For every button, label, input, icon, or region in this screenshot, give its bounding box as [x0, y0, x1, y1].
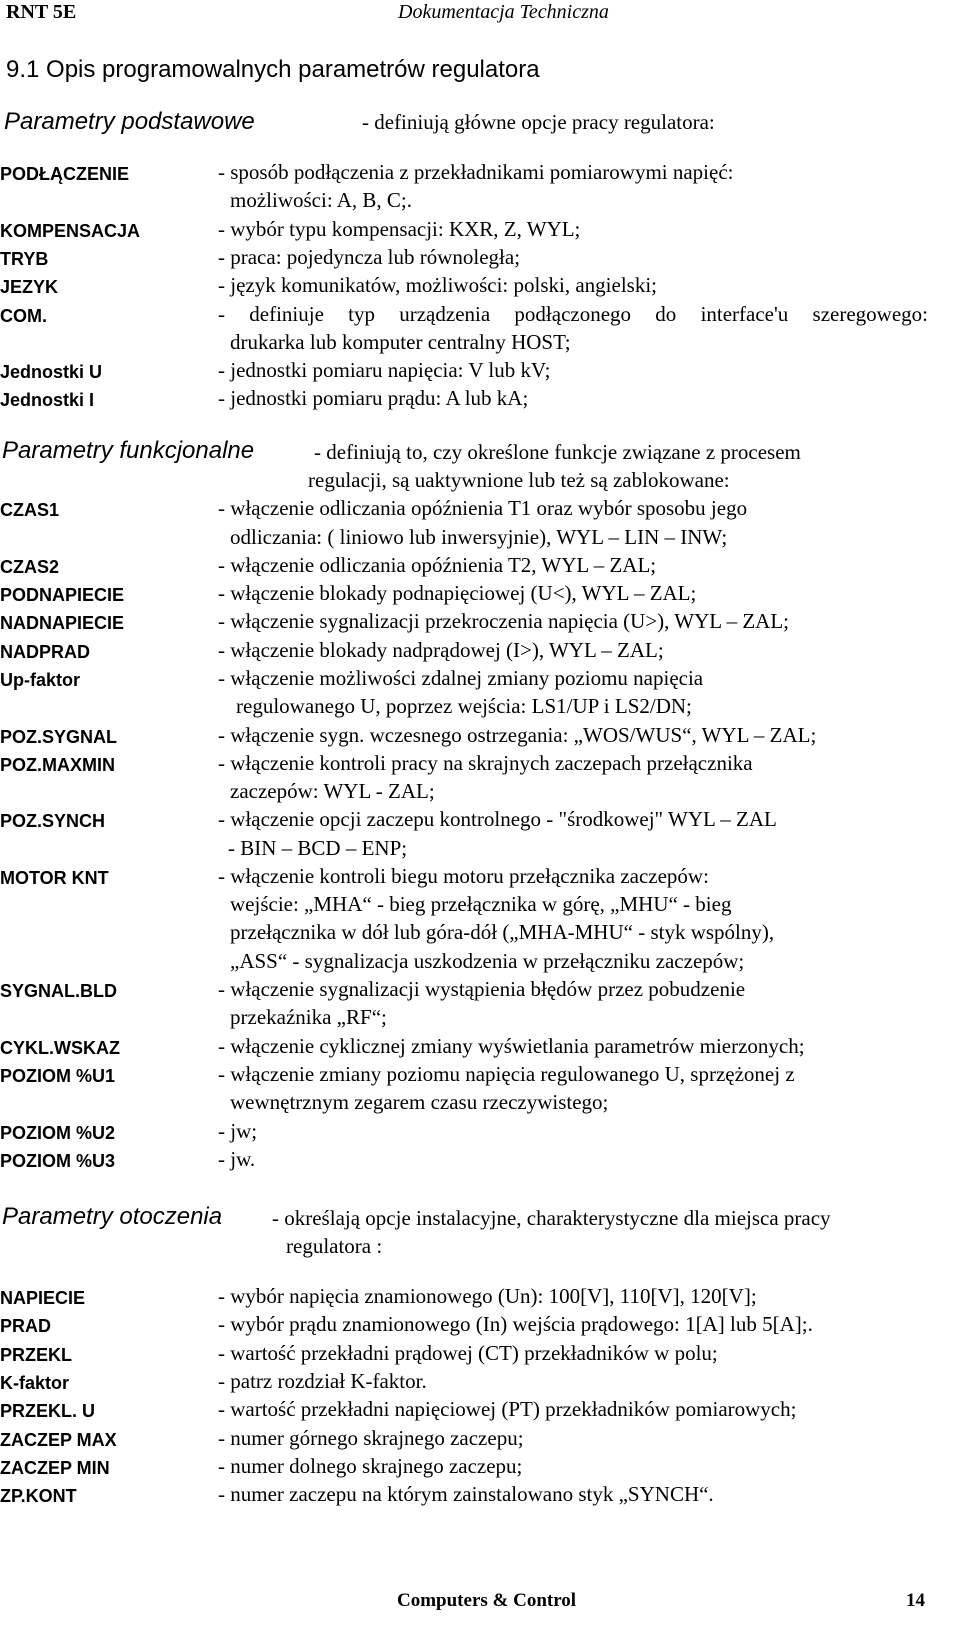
- param-desc: przekaźnika „RF“;: [230, 1005, 387, 1029]
- param-label: PRZEKL. U: [0, 1401, 96, 1421]
- section-functional-desc: - definiują to, czy określone funkcje związane z procesem: [314, 440, 801, 464]
- section-environment-desc: regulatora :: [286, 1234, 383, 1258]
- param-label: SYGNAL.BLD: [0, 981, 117, 1001]
- param-desc: - jw.: [218, 1147, 256, 1171]
- param-desc: - jednostki pomiaru napięcia: V lub kV;: [218, 358, 551, 382]
- param-desc: - wybór prądu znamionowego (In) wejścia prądowego: 1[A] lub 5[A];.: [218, 1312, 813, 1336]
- param-desc: odliczania: ( liniowo lub inwersyjnie), WYL – LIN – INW;: [230, 525, 728, 549]
- section-functional-title: Parametry funkcjonalne: [2, 437, 255, 464]
- param-desc: - wartość przekładni napięciowej (PT) przekładników pomiarowych;: [218, 1397, 797, 1421]
- param-desc: - praca: pojedyncza lub równoległa;: [218, 245, 521, 269]
- section-environment-title: Parametry otoczenia: [2, 1203, 223, 1230]
- page-title: 9.1 Opis programowalnych parametrów regulatora: [6, 56, 540, 83]
- param-desc: - włączenie sygnalizacji przekroczenia napięcia (U>), WYL – ZAL;: [218, 609, 789, 633]
- param-desc: - włączenie sygnalizacji wystąpienia błędów przez pobudzenie: [218, 977, 746, 1001]
- param-desc: - jw;: [218, 1119, 258, 1143]
- param-label: POZ.MAXMIN: [0, 755, 115, 775]
- param-desc: zaczepów: WYL - ZAL;: [230, 779, 435, 803]
- param-desc: możliwości: A, B, C;.: [230, 188, 413, 212]
- param-label: NADPRAD: [0, 642, 90, 662]
- param-label: PRAD: [0, 1316, 52, 1336]
- param-desc: - sposób podłączenia z przekładnikami pomiarowymi napięć:: [218, 160, 734, 184]
- param-desc: - włączenie blokady nadprądowej (I>), WYL – ZAL;: [218, 638, 664, 662]
- param-desc: - definiuje typ urządzenia podłączonego do interface'u szeregowego:: [218, 302, 928, 326]
- param-desc: - włączenie cyklicznej zmiany wyświetlania parametrów mierzonych;: [218, 1034, 805, 1058]
- param-label: ZACZEP MAX: [0, 1430, 117, 1450]
- param-desc: - włączenie blokady podnapięciowej (U<), WYL – ZAL;: [218, 581, 697, 605]
- param-desc: - włączenie zmiany poziomu napięcia regulowanego U, sprzężonej z: [218, 1062, 795, 1086]
- param-label: COM.: [0, 306, 47, 326]
- param-label: PODNAPIECIE: [0, 585, 125, 605]
- param-desc: regulowanego U, poprzez wejścia: LS1/UP i LS2/DN;: [236, 694, 692, 718]
- section-basic-desc: - definiują główne opcje pracy regulatora:: [362, 110, 715, 134]
- param-label: POZIOM %U3: [0, 1151, 116, 1171]
- param-desc: wewnętrznym zegarem czasu rzeczywistego;: [230, 1090, 609, 1114]
- param-label: MOTOR KNT: [0, 868, 109, 888]
- header-product: RNT 5E: [6, 1, 77, 23]
- param-label: NAPIECIE: [0, 1288, 86, 1308]
- param-label: POZIOM %U2: [0, 1123, 116, 1143]
- param-label: PRZEKL: [0, 1345, 72, 1365]
- param-desc: - BIN – BCD – ENP;: [228, 836, 408, 860]
- param-label: ZP.KONT: [0, 1486, 77, 1506]
- footer-company: Computers & Control: [397, 1590, 577, 1611]
- param-label: POZ.SYGNAL: [0, 727, 118, 747]
- param-label: CYKL.WSKAZ: [0, 1038, 120, 1058]
- param-label: ZACZEP MIN: [0, 1458, 110, 1478]
- param-desc: - włączenie kontroli biegu motoru przełącznika zaczepów:: [218, 864, 709, 888]
- param-desc: - włączenie opcji zaczepu kontrolnego - "środkowej" WYL – ZAL: [218, 807, 777, 831]
- param-desc: - jednostki pomiaru prądu: A lub kA;: [218, 386, 529, 410]
- param-label: K-faktor: [0, 1373, 70, 1393]
- param-label: CZAS2: [0, 557, 60, 577]
- param-label: JEZYK: [0, 277, 59, 297]
- param-desc: - włączenie odliczania opóźnienia T2, WYL – ZAL;: [218, 553, 657, 577]
- param-desc: - włączenie odliczania opóźnienia T1 oraz wybór sposobu jego: [218, 496, 748, 520]
- param-label: PODŁĄCZENIE: [0, 164, 130, 184]
- param-desc: - włączenie sygn. wczesnego ostrzegania: „WOS/WUS“, WYL – ZAL;: [218, 723, 817, 747]
- section-environment-desc: - określają opcje instalacyjne, charakterystyczne dla miejsca pracy: [272, 1206, 831, 1230]
- param-desc: wejście: „MHA“ - bieg przełącznika w górę, „MHU“ - bieg: [230, 892, 732, 916]
- section-basic-title: Parametry podstawowe: [4, 108, 255, 135]
- param-desc: - numer zaczepu na którym zainstalowano styk „SYNCH“.: [218, 1482, 714, 1506]
- param-label: Up-faktor: [0, 670, 80, 690]
- header-doc-title: Dokumentacja Techniczna: [398, 1, 609, 23]
- param-desc: - numer górnego skrajnego zaczepu;: [218, 1426, 524, 1450]
- param-desc: - włączenie kontroli pracy na skrajnych zaczepach przełącznika: [218, 751, 753, 775]
- param-label: TRYB: [0, 249, 49, 269]
- param-label: POZIOM %U1: [0, 1066, 116, 1086]
- param-label: Jednostki I: [0, 390, 95, 410]
- param-label: Jednostki U: [0, 362, 103, 382]
- param-desc: „ASS“ - sygnalizacja uszkodzenia w przełączniku zaczepów;: [230, 949, 745, 973]
- param-desc: drukarka lub komputer centralny HOST;: [230, 330, 571, 354]
- param-desc: przełącznika w dół lub góra-dół („MHA-MHU“ - styk wspólny),: [230, 920, 775, 944]
- param-desc: - włączenie możliwości zdalnej zmiany poziomu napięcia: [218, 666, 704, 690]
- param-label: KOMPENSACJA: [0, 221, 141, 241]
- page-number: 14: [906, 1590, 925, 1611]
- param-label: POZ.SYNCH: [0, 811, 106, 831]
- param-desc: - język komunikatów, możliwości: polski, angielski;: [218, 273, 657, 297]
- param-desc: - wybór typu kompensacji: KXR, Z, WYL;: [218, 217, 581, 241]
- param-desc: - numer dolnego skrajnego zaczepu;: [218, 1454, 523, 1478]
- param-desc: - wartość przekładni prądowej (CT) przekładników w polu;: [218, 1341, 718, 1365]
- param-desc: - patrz rozdział K-faktor.: [218, 1369, 427, 1393]
- param-label: NADNAPIECIE: [0, 613, 125, 633]
- section-functional-desc: regulacji, są uaktywnione lub też są zablokowane:: [308, 468, 730, 492]
- param-label: CZAS1: [0, 500, 60, 520]
- param-desc: - wybór napięcia znamionowego (Un): 100[V], 110[V], 120[V];: [218, 1284, 757, 1308]
